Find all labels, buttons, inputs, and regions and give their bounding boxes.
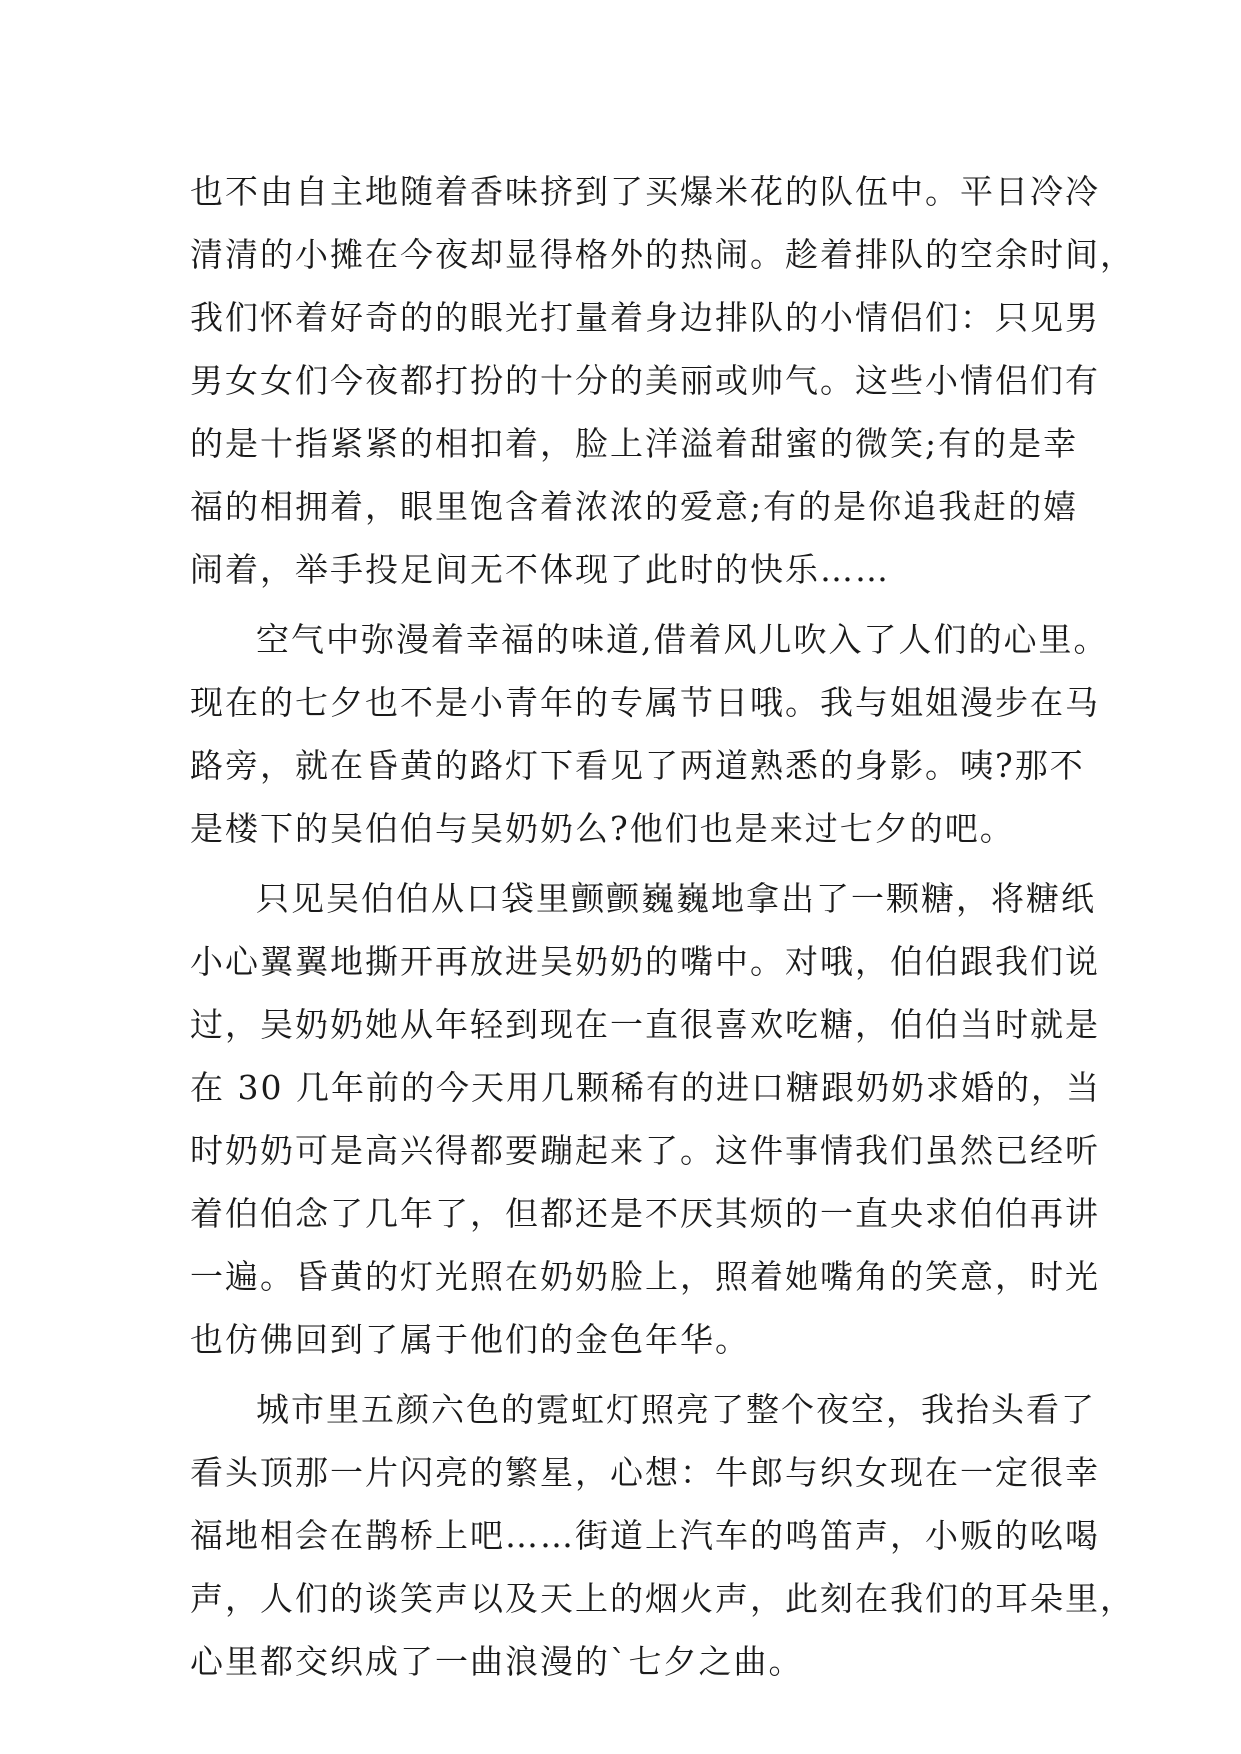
text-line: 我们怀着好奇的的眼光打量着身边排队的小情侣们：只见男 — [190, 298, 1100, 337]
text-line: 过，吴奶奶她从年轻到现在一直很喜欢吃糖，伯伯当时就是 — [190, 1005, 1100, 1044]
paragraph-2 — [190, 608, 1109, 860]
text-line: 心里都交织成了一曲浪漫的`七夕之曲。 — [190, 1642, 804, 1681]
text-line: 的是十指紧紧的相扣着，脸上洋溢着甜蜜的微笑;有的是幸 — [190, 424, 1079, 463]
paragraph-gap — [190, 860, 1090, 867]
paragraph-gap — [190, 1371, 1090, 1378]
paragraph-1 — [190, 160, 1135, 601]
text-line: 只见吴伯伯从口袋里颤颤巍巍地拿出了一颗糖，将糖纸 — [256, 879, 1096, 918]
text-line: 现在的七夕也不是小青年的专属节日哦。我与姐姐漫步在马 — [190, 683, 1100, 722]
text-line: 是楼下的吴伯伯与吴奶奶么?他们也是来过七夕的吧。 — [190, 809, 1015, 848]
text-line: 路旁，就在昏黄的路灯下看见了两道熟悉的身影。咦?那不 — [190, 746, 1085, 785]
text-line: 着伯伯念了几年了，但都还是不厌其烦的一直央求伯伯再讲 — [190, 1194, 1100, 1233]
text-line: 男女女们今夜都打扮的十分的美丽或帅气。这些小情侣们有 — [190, 361, 1100, 400]
text-line: 声，人们的谈笑声以及天上的烟火声，此刻在我们的耳朵里， — [190, 1579, 1135, 1618]
text-line: 也不由自主地随着香味挤到了买爆米花的队伍中。平日冷冷 — [190, 172, 1100, 211]
text-line: 一遍。昏黄的灯光照在奶奶脸上，照着她嘴角的笑意，时光 — [190, 1257, 1100, 1296]
text-line: 福的相拥着，眼里饱含着浓浓的爱意;有的是你追我赶的嬉 — [190, 487, 1079, 526]
text-line: 闹着，举手投足间无不体现了此时的快乐…… — [190, 550, 890, 589]
text-line: 时奶奶可是高兴得都要蹦起来了。这件事情我们虽然已经听 — [190, 1131, 1100, 1170]
paragraph-gap — [190, 601, 1090, 608]
text-line: 也仿佛回到了属于他们的金色年华。 — [190, 1320, 750, 1359]
paragraph-3 — [190, 867, 1101, 1371]
text-line: 在 30 几年前的今天用几颗稀有的进口糖跟奶奶求婚的，当 — [190, 1068, 1101, 1107]
body-text — [190, 160, 1135, 1693]
text-line: 城市里五颜六色的霓虹灯照亮了整个夜空，我抬头看了 — [256, 1390, 1096, 1429]
text-line: 清清的小摊在今夜却显得格外的热闹。趁着排队的空余时间， — [190, 235, 1135, 274]
text-line: 空气中弥漫着幸福的味道,借着风儿吹入了人们的心里。 — [256, 620, 1109, 659]
paragraph-4 — [190, 1378, 1135, 1693]
text-line: 小心翼翼地撕开再放进吴奶奶的嘴中。对哦，伯伯跟我们说 — [190, 942, 1100, 981]
text-line: 看头顶那一片闪亮的繁星，心想：牛郎与织女现在一定很幸 — [190, 1453, 1100, 1492]
text-line: 福地相会在鹊桥上吧……街道上汽车的鸣笛声，小贩的吆喝 — [190, 1516, 1100, 1555]
